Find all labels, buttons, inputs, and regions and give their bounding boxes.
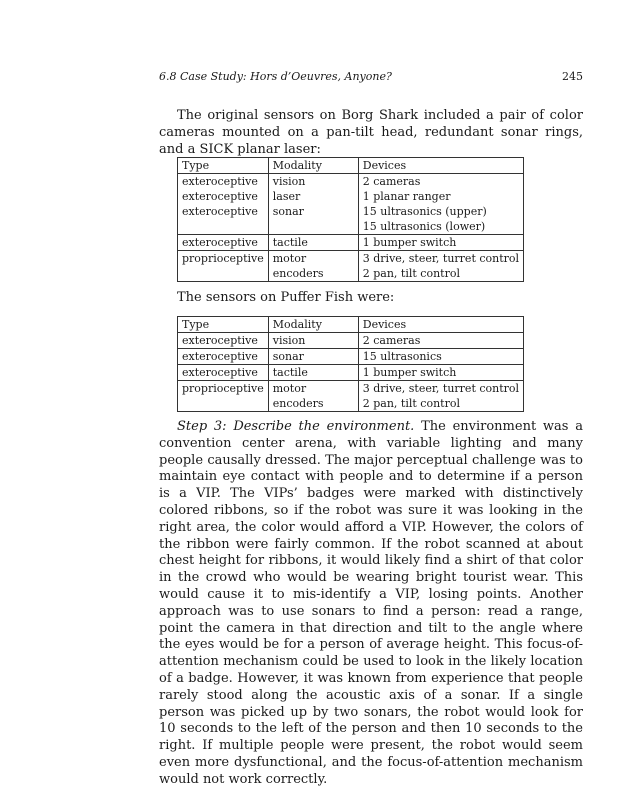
table-row bbox=[178, 251, 524, 282]
type-cell: exteroceptive bbox=[178, 204, 269, 235]
device-line: 15 ultrasonics (upper) bbox=[362, 205, 487, 218]
devices-cell bbox=[358, 235, 523, 251]
modality-cell: motor encoders bbox=[268, 381, 358, 412]
device-line: 1 bumper switch bbox=[362, 236, 457, 249]
intro-paragraph bbox=[159, 108, 583, 158]
table-row bbox=[178, 204, 524, 235]
table-row bbox=[178, 381, 524, 412]
devices-cell bbox=[358, 333, 523, 349]
devices-cell bbox=[358, 365, 523, 381]
column-header-modality: Modality bbox=[268, 158, 358, 174]
device-line: 2 cameras bbox=[362, 175, 421, 188]
step3-paragraph bbox=[159, 419, 583, 789]
type-cell: exteroceptive bbox=[178, 189, 269, 204]
devices-cell bbox=[358, 381, 523, 412]
table-header-row bbox=[178, 158, 524, 174]
column-header-devices: Devices bbox=[358, 317, 523, 333]
type-cell: exteroceptive bbox=[178, 333, 269, 349]
modality-cell: sonar bbox=[268, 349, 358, 365]
type-cell: proprioceptive bbox=[178, 381, 269, 412]
device-line: 1 bumper switch bbox=[362, 366, 457, 379]
device-line: 15 ultrasonics bbox=[362, 350, 442, 363]
modality-cell: vision bbox=[268, 174, 358, 190]
puffer-fish-sensor-table bbox=[177, 316, 524, 412]
devices-cell bbox=[358, 189, 523, 204]
device-line: 1 planar ranger bbox=[362, 190, 451, 203]
step3-body: The environment was a convention center arena, with variable lighting and many people causally dressed. The major perceptual challenge was to maintain eye contact with people and to determine if a person is a VIP. The VIPs’ badges were marked with distinctively colored ribbons, so if the robot was sure it was looking in the right area, the color would afford a VIP. However, the colors of the ribbon were fairly common. If the robot scanned at about chest height for ribbons, it would likely find a shirt of that color in the crowd who would be wearing bright tourist wear. This would cause it to mis-identify a VIP, losing points. Another approach was to use sonars to find a person: read a range, point the camera in that direction and tilt to the angle where the eyes would be for a person of average height. This focus-of-attention mechanism could be used to look in the likely location of a badge. However, it was known from experience that people rarely stood along the acoustic axis of a sonar. If a single person was picked up by two sonars, the robot would look for 10 seconds to the left of the person and then 10 seconds to the right. If multiple people were present, the robot would seem even more dysfunctional, and the focus-of-attention mechanism would not work correctly. bbox=[159, 419, 583, 787]
modality-cell: vision bbox=[268, 333, 358, 349]
type-cell: exteroceptive bbox=[178, 365, 269, 381]
table-row bbox=[178, 189, 524, 204]
page-number: 245 bbox=[562, 70, 583, 83]
column-header-type: Type bbox=[178, 317, 269, 333]
table-row bbox=[178, 365, 524, 381]
running-head bbox=[159, 70, 583, 86]
table-row bbox=[178, 235, 524, 251]
modality-cell: tactile bbox=[268, 365, 358, 381]
modality-cell: laser bbox=[268, 189, 358, 204]
table-row bbox=[178, 349, 524, 365]
puffer-fish-caption: The sensors on Puffer Fish were: bbox=[177, 290, 395, 305]
modality-cell: sonar bbox=[268, 204, 358, 235]
devices-cell bbox=[358, 174, 523, 190]
intro-text: The original sensors on Borg Shark included a pair of color cameras mounted on a pan-tilt head, redundant sonar rings, and a SICK planar laser: bbox=[159, 108, 583, 157]
step3-lead: Step 3: Describe the environment. bbox=[177, 419, 415, 434]
device-line: 15 ultrasonics (lower) bbox=[362, 220, 486, 233]
type-cell: exteroceptive bbox=[178, 235, 269, 251]
modality-cell: motor encoders bbox=[268, 251, 358, 282]
column-header-type: Type bbox=[178, 158, 269, 174]
column-header-modality: Modality bbox=[268, 317, 358, 333]
type-cell: exteroceptive bbox=[178, 349, 269, 365]
device-line: 3 drive, steer, turret control bbox=[362, 382, 520, 395]
modality-cell: tactile bbox=[268, 235, 358, 251]
device-line: 2 cameras bbox=[362, 334, 421, 347]
table-row bbox=[178, 174, 524, 190]
table-header-row bbox=[178, 317, 524, 333]
device-line: 2 pan, tilt control bbox=[362, 397, 460, 410]
type-cell: exteroceptive bbox=[178, 174, 269, 190]
device-line: 3 drive, steer, turret control bbox=[362, 252, 520, 265]
device-line: 2 pan, tilt control bbox=[362, 267, 460, 280]
devices-cell bbox=[358, 251, 523, 282]
column-header-devices: Devices bbox=[358, 158, 523, 174]
devices-cell bbox=[358, 204, 523, 235]
type-cell: proprioceptive bbox=[178, 251, 269, 282]
section-title: 6.8 Case Study: Hors d’Oeuvres, Anyone? bbox=[159, 70, 392, 83]
table-row bbox=[178, 333, 524, 349]
devices-cell bbox=[358, 349, 523, 365]
borg-shark-sensor-table bbox=[177, 157, 524, 282]
